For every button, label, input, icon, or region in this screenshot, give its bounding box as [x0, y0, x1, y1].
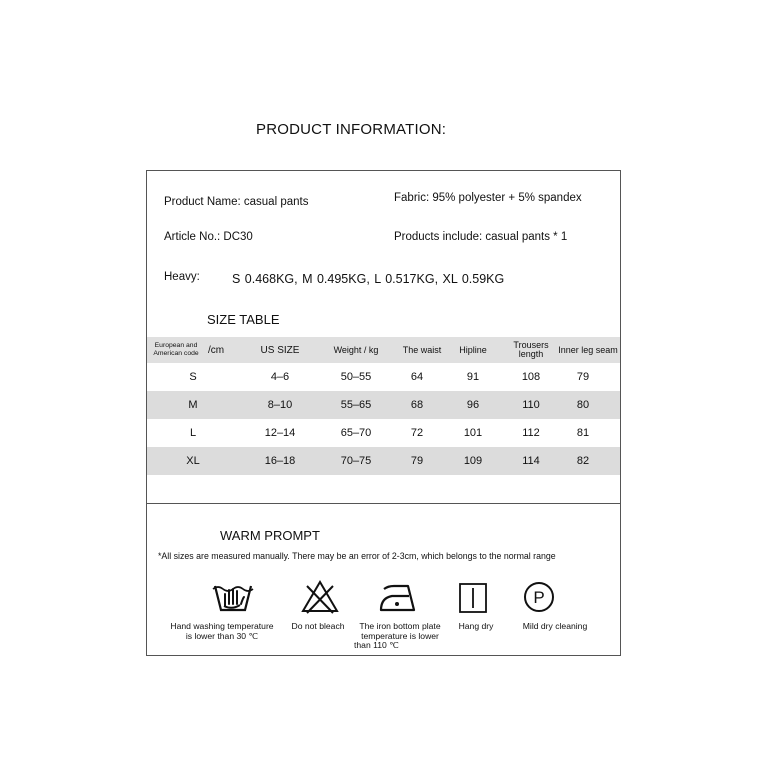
cell-us: 4–6 [270, 371, 290, 383]
header-inseam: Inner leg seam [558, 344, 618, 355]
cell-weight: 65–70 [340, 427, 372, 439]
cell-length: 114 [522, 455, 540, 467]
cell-us: 12–14 [264, 427, 296, 439]
cell-inseam: 80 [576, 399, 590, 411]
heavy-label: Heavy: [164, 271, 200, 283]
cell-waist: 64 [410, 371, 424, 383]
header-unit: /cm [207, 344, 225, 356]
cell-hip: 96 [466, 399, 480, 411]
header-weight: Weight / kg [333, 344, 379, 355]
cell-us: 8–10 [267, 399, 293, 411]
cell-weight: 50–55 [340, 371, 372, 383]
hand-wash-line1: Hand washing temperature [170, 621, 274, 631]
warm-prompt-title: WARM PROMPT [220, 528, 320, 543]
measurement-note: *All sizes are measured manually. There may be an error of 2-3cm, which belongs to the normal range [158, 551, 556, 561]
cell-waist: 72 [410, 427, 424, 439]
cell-code: L [189, 427, 197, 439]
header-waist: The waist [402, 344, 442, 355]
header-trousers-length [499, 337, 563, 363]
cell-waist: 68 [410, 399, 424, 411]
article-number: Article No.: DC30 [164, 231, 253, 243]
cell-hip: 101 [463, 427, 483, 439]
page-title: PRODUCT INFORMATION: [256, 121, 447, 138]
table-row [147, 419, 620, 447]
product-name: Product Name: casual pants [164, 196, 309, 208]
cell-inseam: 81 [576, 427, 590, 439]
header-trousers-1: Trousers [513, 340, 549, 350]
dry-clean-letter: P [533, 588, 545, 607]
heavy-values: S 0.468KG, M 0.495KG, L 0.517KG, XL 0.59KG [232, 272, 505, 286]
hang-dry-caption: Hang dry [458, 621, 494, 631]
table-row [147, 363, 620, 391]
cell-weight: 70–75 [340, 455, 372, 467]
hand-wash-caption [162, 622, 282, 641]
dry-clean-caption: Mild dry cleaning [522, 621, 588, 631]
iron-line1: The iron bottom plate [359, 621, 441, 631]
header-eu-line2: American code [153, 350, 199, 357]
cell-length: 112 [522, 427, 540, 439]
fabric: Fabric: 95% polyester + 5% spandex [394, 192, 582, 204]
header-eu-code [147, 337, 205, 363]
products-include: Products include: casual pants * 1 [394, 231, 568, 243]
cell-code: M [188, 399, 198, 411]
table-row [147, 391, 620, 419]
header-eu-line1: European and [154, 342, 198, 349]
cell-us: 16–18 [264, 455, 296, 467]
cell-code: S [189, 371, 197, 383]
iron-line3: than 110 ℃ [354, 640, 399, 650]
iron-caption [352, 622, 448, 651]
cell-hip: 109 [463, 455, 483, 467]
cell-length: 108 [521, 371, 541, 383]
cell-waist: 79 [410, 455, 424, 467]
iron-icon [378, 582, 418, 614]
cell-length: 110 [522, 399, 540, 411]
size-table-title: SIZE TABLE [207, 312, 280, 327]
table-row [147, 447, 620, 475]
iron-line2: temperature is lower [361, 630, 439, 641]
cell-inseam: 82 [576, 455, 590, 467]
cell-code: XL [186, 455, 200, 467]
header-hipline: Hipline [459, 344, 487, 355]
no-bleach-icon [301, 580, 339, 614]
dry-clean-icon [522, 580, 556, 614]
size-table-header [147, 337, 620, 363]
cell-hip: 91 [466, 371, 480, 383]
no-bleach-caption: Do not bleach [291, 621, 345, 631]
hand-wash-icon [212, 580, 254, 614]
hang-dry-icon [458, 582, 488, 614]
header-us-size: US SIZE [260, 344, 300, 356]
cell-inseam: 79 [576, 371, 590, 383]
cell-weight: 55–65 [340, 399, 372, 411]
hand-wash-line2: is lower than 30 ℃ [185, 630, 259, 641]
header-trousers-2: length [518, 349, 544, 359]
